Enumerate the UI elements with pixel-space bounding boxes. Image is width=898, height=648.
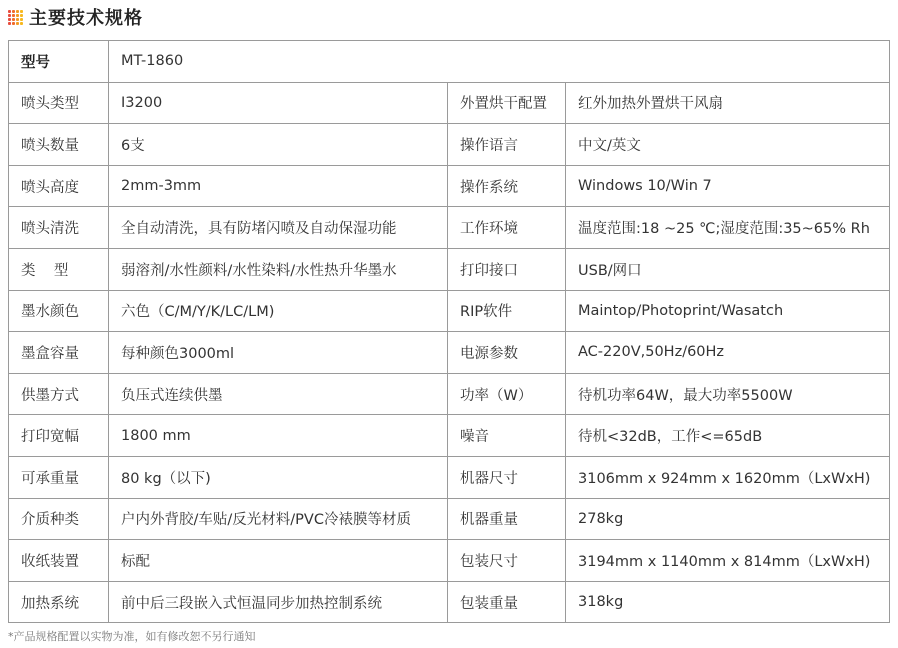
spec-label: 操作语言 xyxy=(448,124,566,166)
spec-value: 红外加热外置烘干风扇 xyxy=(566,82,890,124)
spec-label: RIP软件 xyxy=(448,290,566,332)
table-row xyxy=(9,540,890,582)
spec-value: 每种颜色3000ml xyxy=(109,332,448,374)
spec-label: 机器重量 xyxy=(448,498,566,540)
spec-value: 318kg xyxy=(566,581,890,623)
spec-value: 前中后三段嵌入式恒温同步加热控制系统 xyxy=(109,581,448,623)
table-row xyxy=(9,248,890,290)
table-row xyxy=(9,82,890,124)
spec-value: I3200 xyxy=(109,82,448,124)
spec-value: 温度范围:18 ~25 ℃;湿度范围:35~65% Rh xyxy=(566,207,890,249)
spec-label: 工作环境 xyxy=(448,207,566,249)
table-row xyxy=(9,124,890,166)
spec-value: 278kg xyxy=(566,498,890,540)
spec-value: 6支 xyxy=(109,124,448,166)
spec-label: 噪音 xyxy=(448,415,566,457)
table-row-model xyxy=(9,41,890,83)
spec-value: 3194mm x 1140mm x 814mm（LxWxH) xyxy=(566,540,890,582)
spec-value: Windows 10/Win 7 xyxy=(566,165,890,207)
spec-value: 标配 xyxy=(109,540,448,582)
spec-label: 打印宽幅 xyxy=(9,415,109,457)
spec-value: AC-220V,50Hz/60Hz xyxy=(566,332,890,374)
spec-value: 负压式连续供墨 xyxy=(109,373,448,415)
spec-label: 加热系统 xyxy=(9,581,109,623)
table-row xyxy=(9,207,890,249)
table-row xyxy=(9,332,890,374)
spec-label: 喷头类型 xyxy=(9,82,109,124)
spec-label: 喷头数量 xyxy=(9,124,109,166)
spec-value: 全自动清洗，具有防堵闪喷及自动保湿功能 xyxy=(109,207,448,249)
table-row xyxy=(9,373,890,415)
spec-label: 喷头高度 xyxy=(9,165,109,207)
section-header xyxy=(8,5,143,29)
footnote: *产品规格配置以实物为准，如有修改恕不另行通知 xyxy=(8,630,256,643)
spec-label: 喷头清洗 xyxy=(9,207,109,249)
page-title: 主要技术规格 xyxy=(29,8,143,29)
table-row xyxy=(9,165,890,207)
spec-value: 1800 mm xyxy=(109,415,448,457)
spec-label: 外置烘干配置 xyxy=(448,82,566,124)
grid-dots-icon xyxy=(8,10,23,25)
spec-label: 可承重量 xyxy=(9,456,109,498)
table-row xyxy=(9,415,890,457)
spec-value: 待机<32dB，工作<=65dB xyxy=(566,415,890,457)
table-row xyxy=(9,290,890,332)
spec-value: 2mm-3mm xyxy=(109,165,448,207)
spec-label: 介质种类 xyxy=(9,498,109,540)
spec-value: USB/网口 xyxy=(566,248,890,290)
spec-value: 中文/英文 xyxy=(566,124,890,166)
spec-label: 操作系统 xyxy=(448,165,566,207)
spec-label: 打印接口 xyxy=(448,248,566,290)
spec-label: 机器尺寸 xyxy=(448,456,566,498)
spec-table xyxy=(8,40,890,623)
spec-value: Maintop/Photoprint/Wasatch xyxy=(566,290,890,332)
spec-label: 功率（W） xyxy=(448,373,566,415)
spec-value: 80 kg（以下) xyxy=(109,456,448,498)
model-label: 型号 xyxy=(9,41,109,83)
table-row xyxy=(9,498,890,540)
spec-value: 六色（C/M/Y/K/LC/LM) xyxy=(109,290,448,332)
spec-label: 墨水颜色 xyxy=(9,290,109,332)
spec-label: 供墨方式 xyxy=(9,373,109,415)
spec-label: 收纸装置 xyxy=(9,540,109,582)
spec-label: 类 型 xyxy=(9,248,109,290)
spec-value: 3106mm x 924mm x 1620mm（LxWxH) xyxy=(566,456,890,498)
spec-value: 待机功率64W，最大功率5500W xyxy=(566,373,890,415)
spec-label: 墨盒容量 xyxy=(9,332,109,374)
spec-label: 电源参数 xyxy=(448,332,566,374)
spec-label: 包装重量 xyxy=(448,581,566,623)
table-row xyxy=(9,581,890,623)
table-row xyxy=(9,456,890,498)
model-value: MT-1860 xyxy=(109,41,890,83)
spec-value: 户内外背胶/车贴/反光材料/PVC冷裱膜等材质 xyxy=(109,498,448,540)
spec-label: 包装尺寸 xyxy=(448,540,566,582)
spec-value: 弱溶剂/水性颜料/水性染料/水性热升华墨水 xyxy=(109,248,448,290)
